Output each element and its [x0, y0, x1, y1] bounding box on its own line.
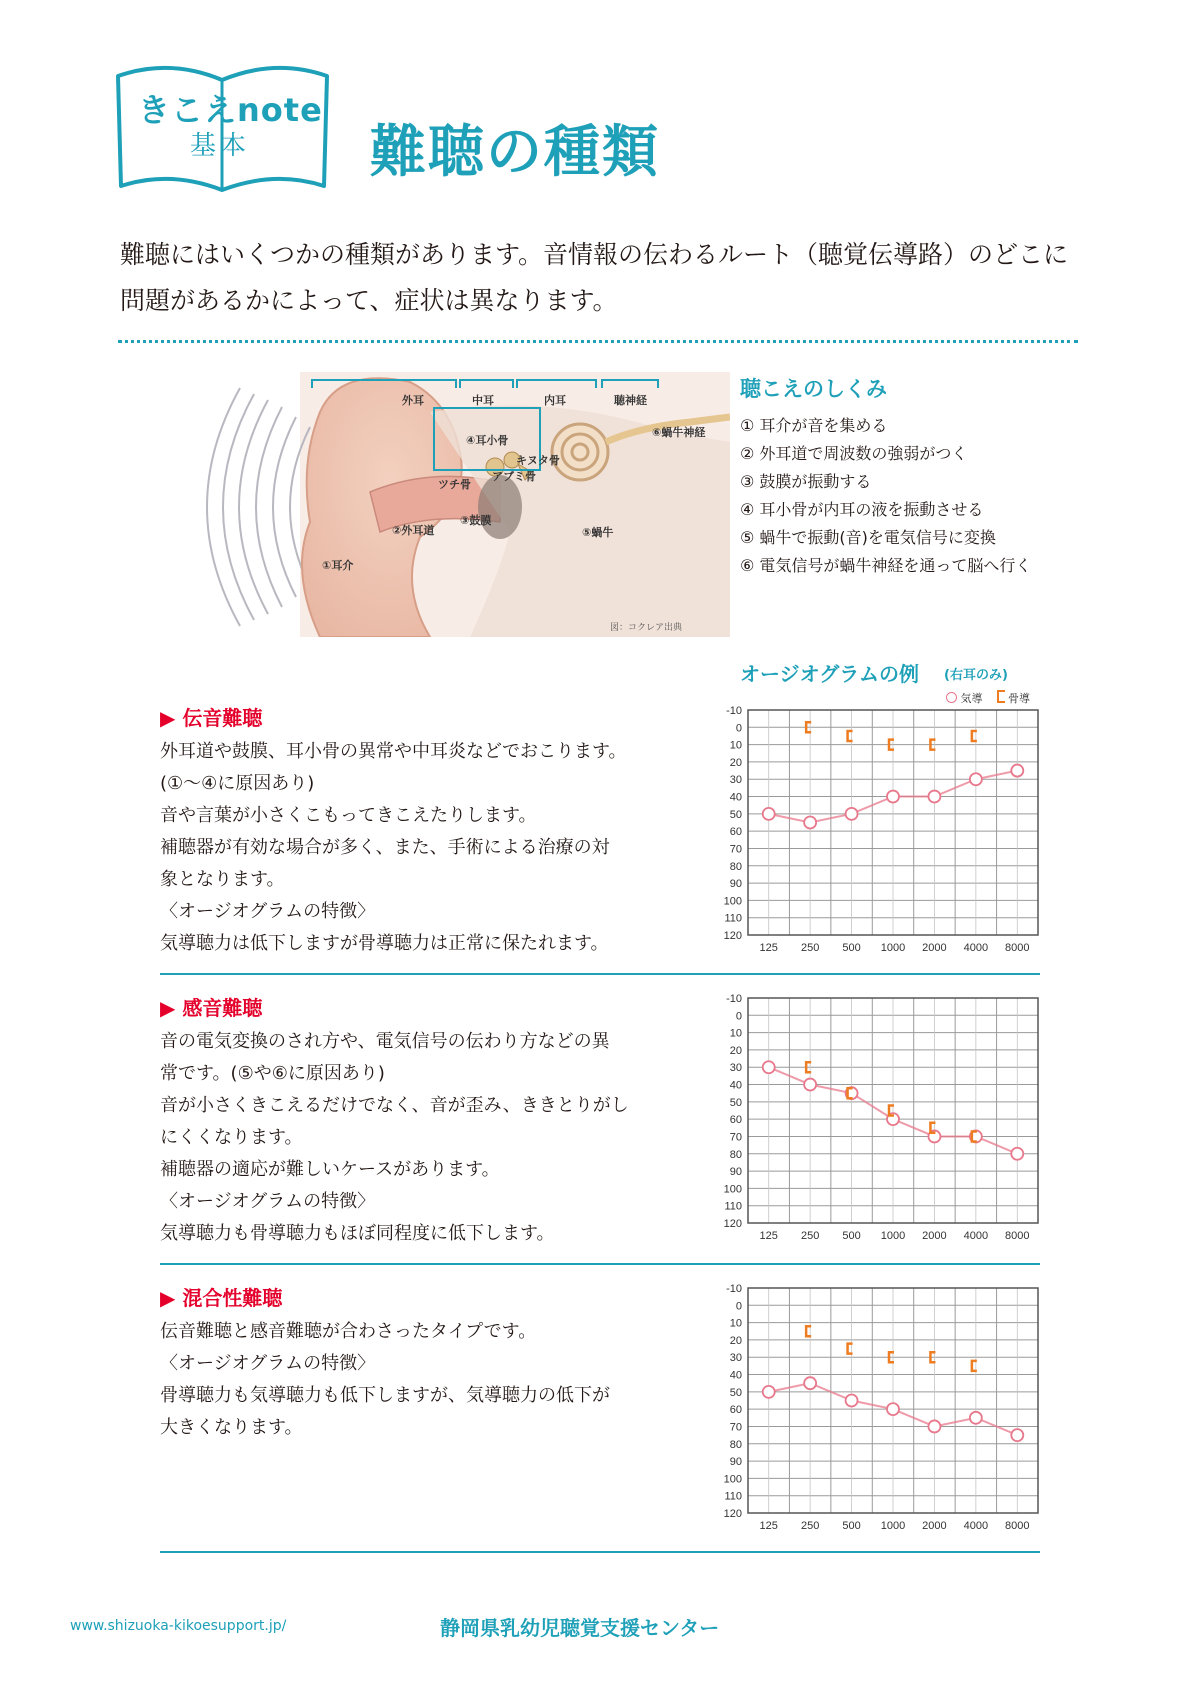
y-tick-label: 50: [729, 1096, 742, 1109]
x-tick-label: 250: [800, 1230, 820, 1242]
air-conduction-point: [763, 808, 775, 820]
air-conduction-point: [1011, 1429, 1023, 1441]
mechanism-item: ⑤ 蝸牛で振動(音)を電気信号に変換: [740, 528, 996, 547]
label-ossicles: ④耳小骨: [466, 434, 509, 447]
legend-air-label: 気導: [960, 692, 983, 705]
ear-illustration: [170, 372, 730, 637]
mechanism-item: ② 外耳道で周波数の強弱がつく: [740, 444, 968, 463]
air-conduction-point: [763, 1061, 775, 1073]
y-tick-label: 60: [729, 1114, 742, 1127]
y-tick-label: 80: [729, 860, 742, 873]
x-tick-label: 2000: [922, 1230, 947, 1242]
y-tick-label: 0: [735, 1300, 742, 1313]
y-tick-label: 100: [723, 1183, 742, 1196]
section-text-line: 気導聴力も骨導聴力もほぼ同程度に低下します。: [160, 1223, 555, 1244]
y-tick-label: 40: [729, 1369, 742, 1382]
section-title-mixed: ▶ 混合性難聴: [160, 1286, 283, 1310]
y-tick-label: 120: [723, 930, 742, 942]
logo-subtext: 基本: [190, 131, 251, 161]
x-tick-label: 4000: [963, 1230, 989, 1242]
label-eardrum: ③鼓膜: [460, 514, 492, 527]
y-tick-label: 110: [724, 1490, 742, 1503]
x-tick-label: 125: [759, 1230, 778, 1242]
label-auditory-nerve: 聴神経: [614, 394, 647, 407]
y-tick-label: 40: [729, 791, 742, 804]
y-tick-label: 30: [729, 1062, 742, 1075]
x-tick-label: 2000: [922, 1520, 947, 1532]
section-title-sensorineural: ▶ 感音難聴: [160, 996, 263, 1020]
label-inner-ear: 内耳: [544, 394, 566, 407]
mechanism-item: ① 耳介が音を集める: [740, 416, 888, 435]
mechanism-title: 聴こえのしくみ: [740, 377, 887, 401]
mechanism-item: ④ 耳小骨が内耳の液を振動させる: [740, 500, 984, 519]
y-tick-label: -10: [726, 1283, 742, 1295]
label-cochlea: ⑤蝸牛: [582, 526, 614, 539]
audiogram-chart-sensorineural: [710, 988, 1050, 1278]
y-tick-label: -10: [726, 705, 742, 717]
y-tick-label: 10: [729, 1027, 742, 1040]
intro-line: 問題があるかによって、症状は異なります。: [120, 286, 618, 315]
label-outer-ear: 外耳: [402, 394, 424, 407]
air-conduction-point: [887, 791, 899, 803]
mechanism-item: ⑥ 電気信号が蝸牛神経を通って脳へ行く: [740, 556, 1032, 575]
diagram-credit: 図：コクレア出典: [610, 623, 683, 633]
x-tick-label: 1000: [880, 942, 906, 954]
air-conduction-point: [887, 1403, 899, 1415]
section-divider: [160, 973, 1040, 975]
audiogram-title: オージオグラムの例: [740, 662, 919, 686]
section-text-line: 気導聴力は低下しますが骨導聴力は正常に保たれます。: [160, 933, 609, 954]
x-tick-label: 1000: [880, 1520, 906, 1532]
y-tick-label: 90: [729, 878, 742, 891]
y-tick-label: 100: [723, 895, 742, 908]
y-tick-label: 50: [729, 1386, 742, 1399]
section-title-conductive: ▶ 伝音難聴: [160, 706, 263, 730]
air-conduction-point: [1011, 1148, 1023, 1160]
ear-diagram: [170, 372, 730, 637]
x-tick-label: 250: [800, 1520, 820, 1532]
y-tick-label: 20: [729, 1044, 742, 1057]
page-title: 難聴の種類: [370, 120, 660, 185]
section-text-line: (①～④に原因あり): [160, 773, 315, 794]
air-conduction-point: [846, 1395, 858, 1407]
section-text-line: 〈オージオグラムの特徴〉: [160, 1191, 376, 1212]
section-text-line: 〈オージオグラムの特徴〉: [160, 901, 376, 922]
y-tick-label: 90: [729, 1456, 742, 1469]
x-tick-label: 2000: [922, 942, 947, 954]
section-text-line: 音や言葉が小さくこもってきこえたりします。: [160, 805, 537, 826]
audiogram-subtitle: (右耳のみ): [944, 668, 1008, 683]
air-conduction-point: [804, 1079, 816, 1091]
label-stapes: アブミ骨: [492, 470, 536, 483]
y-tick-label: 10: [729, 739, 742, 752]
air-conduction-point: [763, 1386, 775, 1398]
y-tick-label: 80: [729, 1438, 742, 1451]
section-text-line: 補聴器が有効な場合が多く、また、手術による治療の対: [160, 837, 610, 858]
section-text-line: 常です。(⑤や⑥に原因あり): [160, 1063, 385, 1084]
audiogram-chart-mixed: [710, 1278, 1050, 1568]
x-tick-label: 250: [800, 942, 820, 954]
y-tick-label: 70: [729, 1421, 742, 1434]
mechanism-item: ③ 鼓膜が振動する: [740, 472, 872, 491]
y-tick-label: 110: [724, 1200, 742, 1213]
y-tick-label: 30: [729, 1352, 742, 1365]
x-tick-label: 4000: [963, 1520, 989, 1532]
label-cochlear-nerve: ⑥蝸牛神経: [652, 426, 706, 439]
label-incus: キヌタ骨: [516, 454, 560, 467]
section-text-line: 外耳道や鼓膜、耳小骨の異常や中耳炎などでおこります。: [160, 741, 627, 762]
intro-text: [120, 232, 1100, 324]
intro-line: 難聴にはいくつかの種類があります。音情報の伝わるルート（聴覚伝導路）のどこに: [120, 240, 1069, 269]
x-tick-label: 8000: [1005, 1520, 1030, 1532]
label-ear-canal: ②外耳道: [392, 524, 435, 537]
x-tick-label: 500: [842, 1230, 861, 1242]
y-tick-label: 100: [723, 1473, 742, 1486]
section-text-line: 音が小さくきこえるだけでなく、音が歪み、ききとりがし: [160, 1095, 629, 1116]
y-tick-label: 20: [729, 1334, 742, 1347]
y-tick-label: -10: [726, 993, 742, 1005]
footer-organization: 静岡県乳幼児聴覚支援センター: [440, 1616, 720, 1640]
y-tick-label: 120: [723, 1508, 742, 1520]
x-tick-label: 8000: [1005, 1230, 1030, 1242]
air-conduction-point: [970, 1412, 982, 1424]
logo-text: きこえnote: [138, 91, 323, 129]
y-tick-label: 30: [729, 774, 742, 787]
section-divider: [160, 1263, 1040, 1265]
x-tick-label: 125: [759, 942, 778, 954]
air-conduction-point: [928, 1420, 940, 1432]
y-tick-label: 60: [729, 826, 742, 839]
y-tick-label: 40: [729, 1079, 742, 1092]
air-conduction-point: [846, 808, 858, 820]
y-tick-label: 80: [729, 1148, 742, 1161]
y-tick-label: 110: [724, 912, 742, 925]
air-conduction-point: [804, 1377, 816, 1389]
label-pinna: ①耳介: [322, 559, 354, 572]
section-text-line: 象となります。: [160, 869, 285, 890]
x-tick-label: 500: [842, 942, 861, 954]
label-middle-ear: 中耳: [472, 394, 494, 407]
section-text-line: 大きくなります。: [160, 1417, 303, 1438]
x-tick-label: 4000: [963, 942, 989, 954]
x-tick-label: 8000: [1005, 942, 1030, 954]
y-tick-label: 10: [729, 1317, 742, 1330]
air-conduction-point: [928, 791, 940, 803]
y-tick-label: 70: [729, 843, 742, 856]
y-tick-label: 60: [729, 1404, 742, 1417]
x-tick-label: 500: [842, 1520, 861, 1532]
section-divider: [160, 1551, 1040, 1553]
y-tick-label: 70: [729, 1131, 742, 1144]
section-text-line: 伝音難聴と感音難聴が合わさったタイプです。: [160, 1321, 537, 1342]
x-tick-label: 1000: [880, 1230, 906, 1242]
air-conduction-point: [970, 773, 982, 785]
label-malleus: ツチ骨: [438, 478, 471, 491]
section-text-line: 骨導聴力も気導聴力も低下しますが、気導聴力の低下が: [160, 1385, 610, 1406]
y-tick-label: 0: [735, 1010, 742, 1023]
y-tick-label: 50: [729, 808, 742, 821]
legend-bone-label: 骨導: [1008, 692, 1030, 705]
air-conduction-point: [1011, 765, 1023, 777]
air-conduction-point: [804, 817, 816, 829]
footer-url-link[interactable]: www.shizuoka-kikoesupport.jp/: [70, 1618, 287, 1634]
y-tick-label: 120: [723, 1218, 742, 1230]
dotted-divider: [118, 340, 1078, 343]
section-text-line: 〈オージオグラムの特徴〉: [160, 1353, 376, 1374]
y-tick-label: 20: [729, 756, 742, 769]
y-tick-label: 0: [735, 722, 742, 735]
audiogram-chart-conductive: [710, 700, 1050, 990]
y-tick-label: 90: [729, 1166, 742, 1179]
x-tick-label: 125: [759, 1520, 778, 1532]
section-text-line: 音の電気変換のされ方や、電気信号の伝わり方などの異: [160, 1031, 610, 1052]
section-text-line: 補聴器の適応が難しいケースがあります。: [160, 1159, 500, 1180]
section-text-line: にくくなります。: [160, 1127, 303, 1148]
